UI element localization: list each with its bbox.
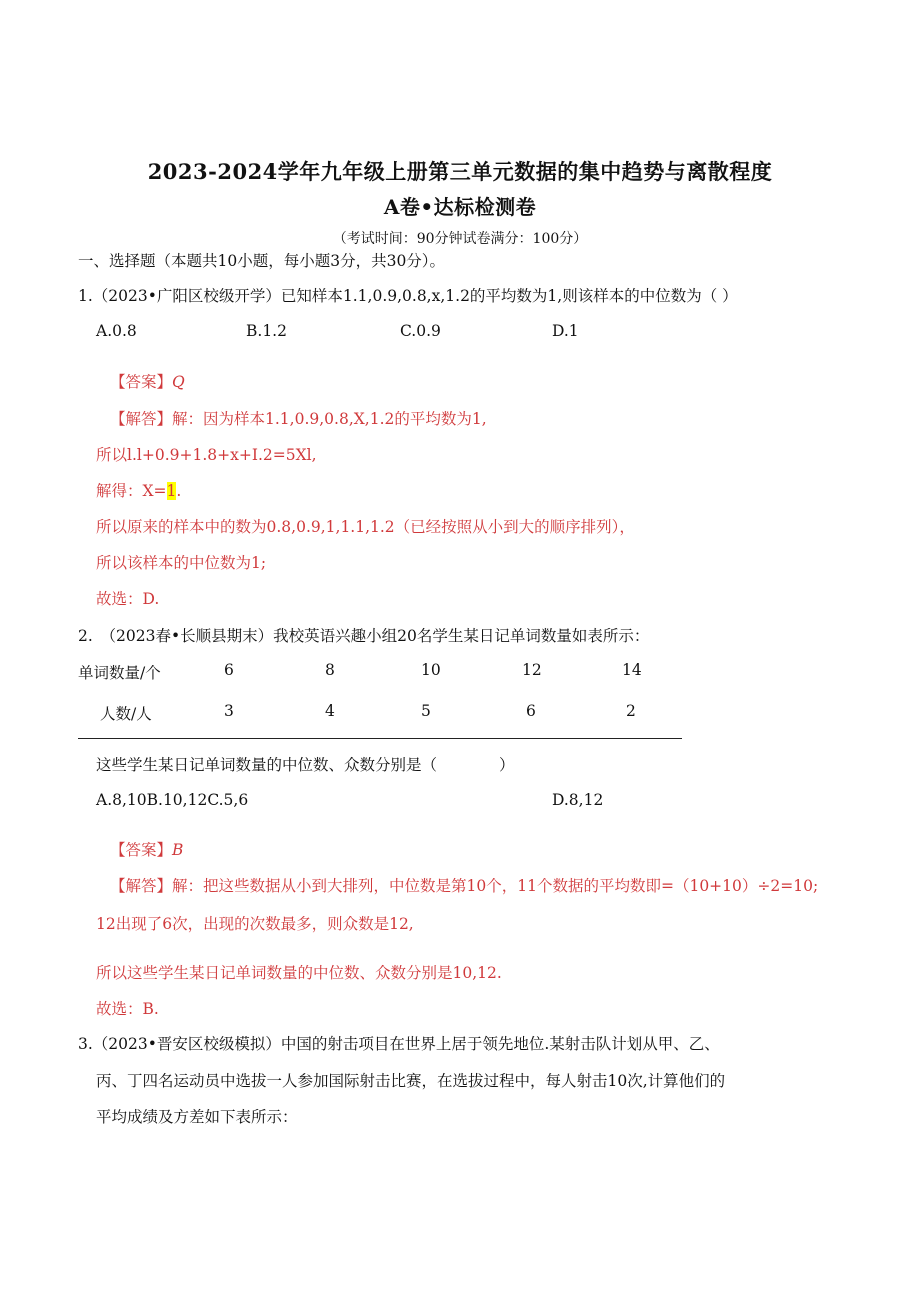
section-heading: 一、选择题（本题共10小题，每小题3分，共30分）。 <box>78 252 446 270</box>
answer-value: Q <box>172 373 185 391</box>
question-3-line-1: 3.（2023•晋安区校级模拟）中国的射击项目在世界上居于领先地位.某射击队计划从甲、乙、 <box>78 1035 720 1053</box>
table-cell: 2 <box>626 702 636 720</box>
question-2-stem: 2. （2023春•长顺县期末）我校英语兴趣小组20名学生某日记单词数量如表所示： <box>78 627 650 645</box>
answer-tag: 【答案】 <box>110 841 173 859</box>
answer-value: B <box>172 841 184 859</box>
document-subtitle: A卷•达标检测卷 <box>383 195 537 219</box>
table-cell: 12 <box>522 661 542 679</box>
table-row-1-header: 单词数量/个 <box>78 664 161 682</box>
solution-tag: 【解答】 <box>110 410 173 428</box>
solution-suffix: . <box>176 482 182 500</box>
document-title: 2023-2024学年九年级上册第三单元数据的集中趋势与离散程度 <box>147 159 773 184</box>
q2-option-d: D.8,12 <box>552 791 604 809</box>
q1-option-b: B.1.2 <box>246 322 287 340</box>
q2-answer <box>110 838 183 860</box>
q1-option-c: C.0.9 <box>400 322 441 340</box>
q1-option-d: D.1 <box>552 322 579 340</box>
exam-info: （考试时间：90分钟试卷满分：100分） <box>332 231 588 247</box>
table-cell: 8 <box>325 661 335 679</box>
q1-option-a: A.0.8 <box>96 322 137 340</box>
q1-choice: 故选：D. <box>96 590 160 608</box>
solution-prefix: 解得：X= <box>96 482 167 500</box>
question-2-prompt: 这些学生某日记单词数量的中位数、众数分别是（ ） <box>96 756 515 774</box>
question-3-line-2: 丙、丁四名运动员中选拔一人参加国际射击比赛，在选拔过程中，每人射击10次,计算他们的 <box>96 1072 726 1090</box>
q1-answer <box>110 370 185 392</box>
q1-solution-line-5: 所以该样本的中位数为1; <box>96 554 267 572</box>
solution-text: 解：把这些数据从小到大排列，中位数是第10个，11个数据的平均数即=（10+10）÷2=10; <box>172 877 819 895</box>
q1-solution-line-1 <box>110 407 487 429</box>
table-bottom-rule <box>78 738 682 739</box>
table-cell: 6 <box>526 702 536 720</box>
question-3-line-3: 平均成绩及方差如下表所示： <box>96 1108 298 1126</box>
table-row-2-header: 人数/人 <box>100 705 152 723</box>
table-cell: 14 <box>622 661 642 679</box>
q1-solution-line-4: 所以原来的样本中的数为0.8,0.9,1,1.1,1.2（已经按照从小到大的顺序排列）， <box>96 518 635 536</box>
table-cell: 3 <box>224 702 234 720</box>
table-cell: 6 <box>224 661 234 679</box>
highlighted-result: 1 <box>166 482 177 500</box>
q2-solution-line-2: 12出现了6次，出现的次数最多，则众数是12, <box>96 915 414 933</box>
table-cell: 10 <box>421 661 441 679</box>
q2-solution-line-3: 所以这些学生某日记单词数量的中位数、众数分别是10,12. <box>96 964 502 982</box>
q1-solution-line-2: 所以l.l+0.9+1.8+x+I.2=5Xl, <box>96 446 317 464</box>
solution-text: 解：因为样本1.1,0.9,0.8,X,1.2的平均数为1, <box>172 410 487 428</box>
table-cell: 5 <box>421 702 431 720</box>
q2-choice: 故选：B. <box>96 1000 159 1018</box>
q2-options-abc: A.8,10B.10,12C.5,6 <box>96 791 249 809</box>
table-cell: 4 <box>325 702 335 720</box>
solution-tag: 【解答】 <box>110 877 173 895</box>
q1-solution-line-3 <box>96 479 181 501</box>
answer-tag: 【答案】 <box>110 373 173 391</box>
q2-solution-line-1 <box>110 874 818 896</box>
question-1-stem: 1.（2023•广阳区校级开学）已知样本1.1,0.9,0.8,x,1.2的平均数为1,则该样本的中位数为（ ） <box>78 287 738 305</box>
